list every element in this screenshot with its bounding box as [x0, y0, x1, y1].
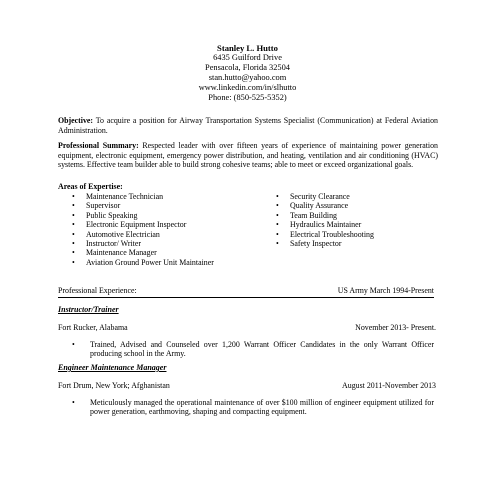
summary-text: Respected leader with over fifteen years of experience of maintaining power generation equipment, electronic equipment, emergency power distribution, and heating, ventilation and air conditioning (HVAC) systems. Effective team builder able to build strong cohesive teams; able to meet or exceed organizational goals. — [58, 141, 438, 170]
bullet-icon: • — [276, 239, 279, 249]
list-item: • Maintenance Technician — [72, 192, 164, 201]
bullet-icon: • — [72, 201, 75, 211]
bullet-icon: • — [72, 248, 75, 258]
list-item: • Hydraulics Maintainer — [276, 220, 362, 230]
areas-title: Areas of Expertise: — [58, 182, 123, 191]
list-item: • Team Building — [276, 210, 338, 220]
job-location-row — [58, 323, 436, 332]
bullet-icon: • — [276, 220, 279, 230]
list-item: • Maintenance Manager — [72, 248, 157, 258]
bullet-icon: • — [276, 201, 279, 211]
job-dates: August 2011-November 2013 — [342, 381, 436, 390]
contact-header — [0, 43, 495, 103]
bullet-icon: • — [72, 239, 75, 249]
bullet-icon: • — [72, 257, 75, 267]
summary-section — [58, 141, 438, 170]
objective-label: Objective: — [58, 116, 94, 125]
bullet-icon: • — [276, 210, 279, 220]
job-title: Engineer Maintenance Manager — [58, 363, 167, 372]
list-item: • Instructor/ Writer — [72, 239, 141, 249]
job-duty: • Meticulously managed the operational maintenance of over $100 million of engineer equipment utilized for power generation, earthmoving, shaping and compacting equipment. — [72, 398, 434, 417]
bullet-icon: • — [72, 229, 75, 239]
list-item: • Automotive Electrician — [72, 229, 160, 239]
list-item: • Aviation Ground Power Unit Maintainer — [72, 257, 214, 267]
list-item: • Quality Assurance — [276, 201, 349, 211]
bullet-icon: • — [72, 192, 75, 201]
list-item: • Electronic Equipment Inspector — [72, 220, 187, 230]
expertise-list-right — [276, 192, 374, 248]
list-item: • Electrical Troubleshooting — [276, 229, 374, 239]
job-dates: November 2013- Present. — [355, 323, 436, 332]
bullet-icon: • — [72, 210, 75, 220]
bullet-icon: • — [72, 220, 75, 230]
bullet-icon: • — [72, 340, 75, 349]
list-item: • Safety Inspector — [276, 239, 342, 249]
list-item: • Public Speaking — [72, 210, 138, 220]
job-location-row — [58, 381, 436, 390]
job-duty: • Trained, Advised and Counseled over 1,200 Warrant Officer Candidates in the only Warrant Officer producing school in the Army. — [72, 340, 434, 359]
bullet-icon: • — [72, 398, 75, 407]
bullet-icon: • — [276, 192, 279, 201]
linkedin-url[interactable]: www.linkedin.com/in/slhutto — [198, 83, 297, 92]
expertise-list-left — [72, 192, 214, 267]
section-divider — [58, 297, 434, 298]
objective-text: To acquire a position for Airway Transportation Systems Specialist (Communication) at Federal Aviation Administration. — [58, 116, 438, 135]
street-address: 6435 Guilford Drive — [213, 53, 282, 62]
job-location: Fort Rucker, Alabama — [58, 323, 128, 332]
email-address[interactable]: stan.hutto@yahoo.com — [208, 73, 287, 82]
job-location: Fort Drum, New York; Afghanistan — [58, 381, 170, 390]
job-title: Instructor/Trainer — [58, 305, 119, 314]
list-item: • Supervisor — [72, 201, 121, 211]
phone-number: Phone: (850-525-5352) — [208, 93, 287, 102]
employer-dates: US Army March 1994-Present — [337, 286, 434, 295]
list-item: • Security Clearance — [276, 192, 350, 201]
candidate-name: Stanley L. Hutto — [217, 43, 278, 53]
experience-label: Professional Experience: — [58, 286, 137, 295]
city-state-zip: Pensacola, Florida 32504 — [205, 63, 290, 72]
summary-label: Professional Summary: — [58, 141, 139, 150]
bullet-icon: • — [276, 229, 279, 239]
objective-section — [58, 116, 438, 135]
